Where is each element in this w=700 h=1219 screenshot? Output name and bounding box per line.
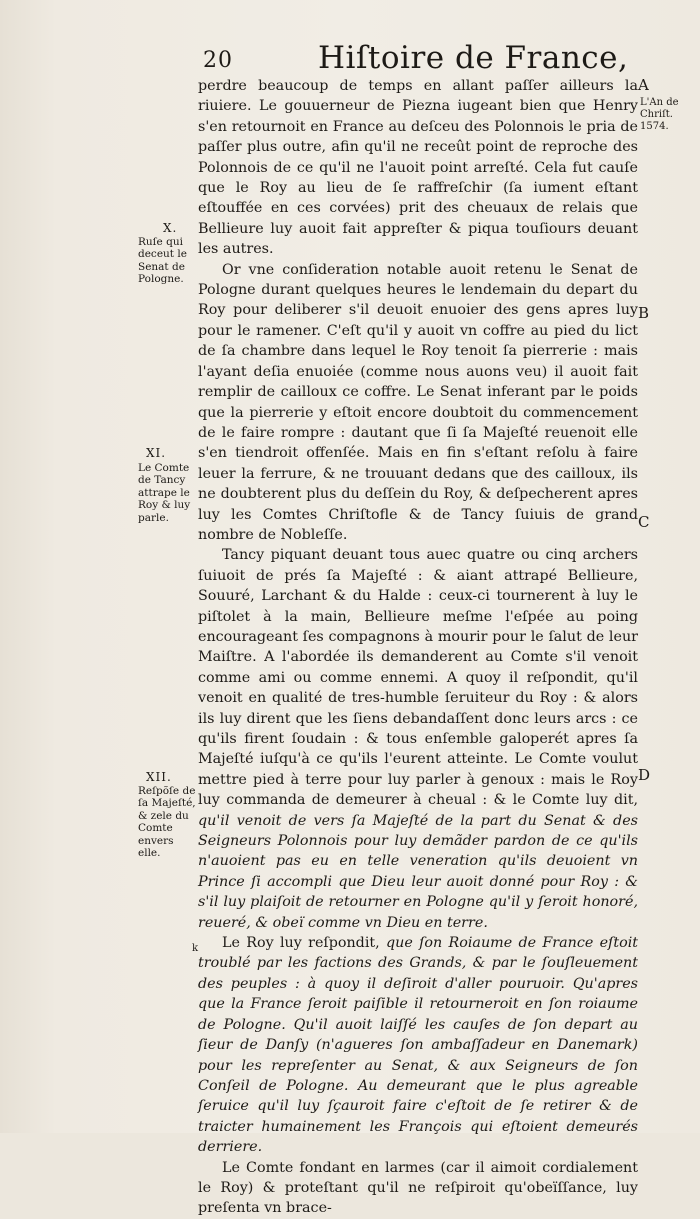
margin-note-x: Ruſe qui deceut le Senat de Pologne.	[138, 236, 187, 286]
page-number: 20	[203, 48, 233, 73]
year-margin-note	[640, 97, 686, 133]
running-title: Hiſtoire de France,	[318, 40, 629, 76]
margin-letter-b: B	[638, 304, 650, 322]
paragraph-3	[198, 545, 638, 933]
year-value: 1574.	[640, 121, 669, 132]
main-text	[198, 76, 638, 1219]
paragraph-3-speech: qu'il venoit de vers ſa Majeſté de la part du Senat & des Seigneurs Polonnois pour luy demãder pardon de ce qu'ils n'auoient pas eu en telle veneration qu'ils deuoient vn Prince ſi accompli que Dieu leur auoit donné pour Roy : & s'il luy plaiſoit de retourner en Pologne qu'il y ſeroit honoré, reueré, & obeï comme vn Dieu en terre.	[198, 812, 638, 931]
page-header	[0, 40, 700, 74]
paragraph-3-text: Tancy piquant deuant tous auec quatre ou cinq archers ſuiuoit de prés ſa Majeſté : & aiant attrapé Bellieure, Souuré, Larchant & du Halde : ceux-ci tournerent à luy le piſtolet à la main, Bellieure meſme l'eſpée au poing encourageant ſes compagnons à mourir pour le ſalut de leur Maiſtre. A l'abordée ils demanderent au Comte s'il venoit comme ami ou comme ennemi. A quoy il reſpondit, qu'il venoit en qualité de tres-humble ſeruiteur du Roy : & alors ils luy dirent que les ſiens debandaſſent donc leurs arcs : ce qu'ils firent ſoudain : & tous enſemble galoperét apres ſa Majeſté iuſqu'à ce qu'ils l'eurent atteinte. Le Comte voulut mettre pied à terre pour luy parler à genoux : mais le Roy luy commanda de demeurer à cheual : & le Comte luy dit,	[198, 547, 638, 809]
paragraph-1: perdre beaucoup de temps en allant paſſer ailleurs la riuiere. Le gouuerneur de Piezna iugeant bien que Henry s'en retournoit en France au deſceu des Polonnois le pria de paſſer plus outre, afin qu'il ne receût point de reproche des Polonnois de ce qu'il ne l'auoit point arreſté. Cela fut cauſe que le Roy au lieu de ſe raffreſchir (ſa iument eſtant eſtouffée en ces corvées) prit des cheuaux de relais que Bellieure luy auoit fait appreſter & piqua touſiours deuant les autres.	[198, 78, 638, 258]
margin-note-xi: Le Comte de Tancy attrape le Roy & luy parle.	[138, 462, 191, 524]
margin-note-xii: Reſpõſe de ſa Majeſté, & zele du Comte envers elle.	[138, 785, 196, 860]
section-number-x: X.	[163, 221, 178, 235]
margin-letter-a: A	[638, 76, 649, 94]
paragraph-4-text: Le Roy luy reſpondit,	[222, 935, 380, 952]
margin-letter-d: D	[638, 766, 651, 784]
paragraph-4-speech: que ſon Roiaume de France eſtoit troublé par les factions des Grands, & par le ſouſleuement des peuples : à quoy il deſiroit d'aller pouruoir. Qu'apres que la France ſeroit paiſible il retourneroit en ſon roiaume de Pologne. Qu'il auoit laiſſé les cauſes de ſon depart au ſieur de Danſy (n'agueres ſon ambaſſadeur en Danemark) pour les repreſenter au Senat, & aux Seigneurs de ſon Conſeil de Pologne. Au demeurant que le plus agreable ſeruice qu'il luy ſçauroit faire c'eſtoit de ſe retirer & de traicter humainement les François qui eſtoient demeurés derriere.	[198, 935, 639, 1156]
paragraph-4	[198, 933, 638, 1157]
paragraph-5: Le Comte fondant en larmes (car il aimoit cordialement le Roy) & proteſtant qu'il ne reſpiroit qu'obeïſſance, luy preſenta vn brace-	[198, 1159, 638, 1217]
section-number-xi: XI.	[146, 446, 167, 460]
year-label: L'An de Chriſt.	[640, 97, 679, 120]
paragraph-2: Or vne conſideration notable auoit retenu le Senat de Pologne durant quelques heures le lendemain du depart du Roy pour deliberer s'il deuoit enuoier des gens apres luy pour le ramener. C'eſt qu'il y auoit vn coffre au pied du lict de ſa chambre dans lequel le Roy tenoit ſa pierrerie : mais l'ayant deſia enuoiée (comme nous auons veu) il auoit fait remplir de cailloux ce coffre. Le Senat inferant par le poids que la pierrerie y eſtoit encore doubtoit du commencement de le faire rompre : dautant que ſi ſa Majeſté reuenoit elle s'en tiendroit offenſée. Mais en fin s'eſtant reſolu à faire leuer la ferrure, & ne trouuant dedans que des cailloux, ils ne doubterent plus du deſſein du Roy, & deſpecherent apres luy les Comtes Chriſtofle & de Tancy ſuiuis de grand nombre de Nobleſſe.	[198, 261, 638, 543]
section-number-xii: XII.	[146, 770, 172, 784]
catchword: k	[192, 943, 199, 954]
margin-letter-c: C	[638, 513, 650, 531]
